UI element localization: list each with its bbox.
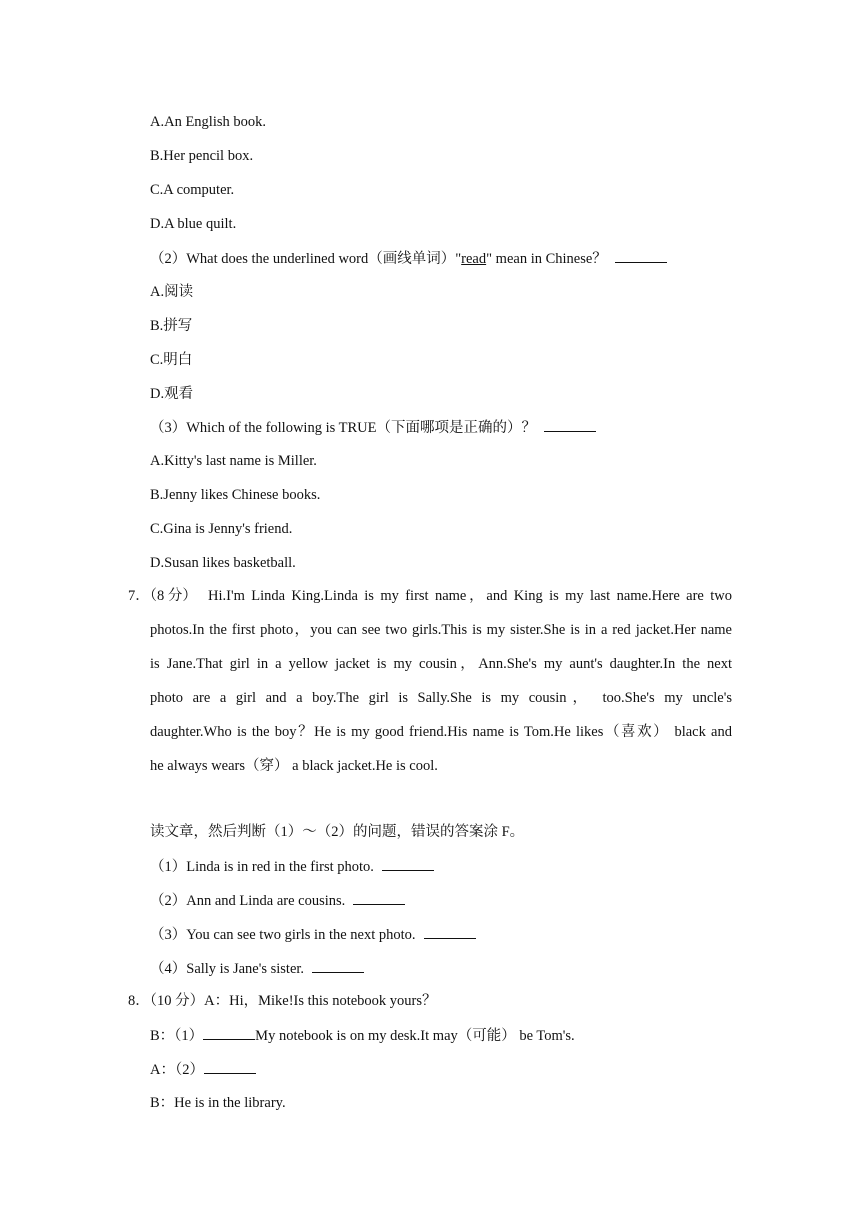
- answer-blank[interactable]: [312, 958, 364, 973]
- q6-part3-option-d: D.Susan likes basketball.: [150, 555, 296, 571]
- q6-part2-prefix: （2）What does the underlined word（画线单词）": [150, 251, 462, 267]
- answer-blank[interactable]: [204, 1059, 256, 1074]
- underlined-word: read: [461, 251, 487, 267]
- q6-part3-option-b: B.Jenny likes Chinese books.: [150, 487, 321, 503]
- q7-passage-line-1: Hi.I'm Linda King.Linda is my first name，and King is my last name.Here are two: [208, 588, 732, 604]
- answer-blank[interactable]: [615, 248, 667, 263]
- q7-passage-line-2: photos.In the first photo，you can see two girls.This is my sister.She is in a red jacket.Her name: [150, 622, 732, 638]
- q6-part3-option-c: C.Gina is Jenny's friend.: [150, 521, 293, 537]
- q6-part2-option-c: C.明白: [150, 352, 193, 368]
- q6-part2-suffix: " mean in Chinese？: [486, 251, 607, 267]
- q7-instruction: 读文章，然后判断（1）～（2）的问题，错误的答案涂 F。: [150, 824, 525, 840]
- answer-blank[interactable]: [353, 890, 405, 905]
- q7-passage-line-4: photo are a girl and a boy.The girl is Sally.She is my cousin， too.She's my uncle's: [150, 690, 732, 706]
- q7-item-3: [150, 924, 476, 945]
- q6-option-d: D.A blue quilt.: [150, 216, 237, 232]
- q7-passage-line-5: daughter.Who is the boy？He is my good friend.His name is Tom.He likes（喜欢） black and: [150, 724, 732, 740]
- q8-line-2: [150, 1025, 575, 1046]
- answer-blank[interactable]: [424, 924, 476, 939]
- q8-line-4: B：He is in the library.: [150, 1095, 286, 1111]
- q8-line-1: A：Hi，Mike!Is this notebook yours？: [204, 993, 437, 1009]
- q8-line-3: [150, 1059, 256, 1080]
- q7-passage-line-3: is Jane.That girl in a yellow jacket is my cousin，Ann.She's my aunt's daughter.In the next: [150, 656, 732, 672]
- q7-item-3-text: （3）You can see two girls in the next photo.: [150, 927, 416, 943]
- q7-item-2: [150, 890, 405, 911]
- q8-line-2-prefix: B：（1）: [150, 1028, 204, 1044]
- q6-option-b: B.Her pencil box.: [150, 148, 254, 164]
- q6-part3-text: （3）Which of the following is TRUE（下面哪项是正确的）？: [150, 420, 536, 436]
- q7-passage-line-6: he always wears（穿） a black jacket.He is cool.: [150, 758, 438, 774]
- q7-item-4-text: （4）Sally is Jane's sister.: [150, 961, 305, 977]
- q6-part2-option-b: B.拼写: [150, 318, 193, 334]
- q6-option-c: C.A computer.: [150, 182, 235, 198]
- answer-blank[interactable]: [382, 856, 434, 871]
- q8-line-3-prefix: A：（2）: [150, 1062, 204, 1078]
- q7-item-2-text: （2）Ann and Linda are cousins.: [150, 893, 346, 909]
- q6-part3-question: [150, 417, 596, 438]
- q8-line-2-suffix: My notebook is on my desk.It may（可能） be Tom's.: [255, 1028, 575, 1044]
- q6-option-a: A.An English book.: [150, 114, 266, 130]
- q6-part2-option-d: D.观看: [150, 386, 194, 402]
- q7-item-1-text: （1）Linda is in red in the first photo.: [150, 859, 374, 875]
- q7-number: 7．（8 分）: [128, 588, 197, 604]
- q6-part3-option-a: A.Kitty's last name is Miller.: [150, 453, 317, 469]
- answer-blank[interactable]: [203, 1025, 255, 1040]
- q7-item-4: [150, 958, 364, 979]
- q7-item-1: [150, 856, 434, 877]
- q6-part2-question: [150, 248, 667, 269]
- answer-blank[interactable]: [544, 417, 596, 432]
- q8-number: 8．（10 分）: [128, 993, 205, 1009]
- q6-part2-option-a: A.阅读: [150, 284, 194, 300]
- q8-header: [128, 991, 437, 1011]
